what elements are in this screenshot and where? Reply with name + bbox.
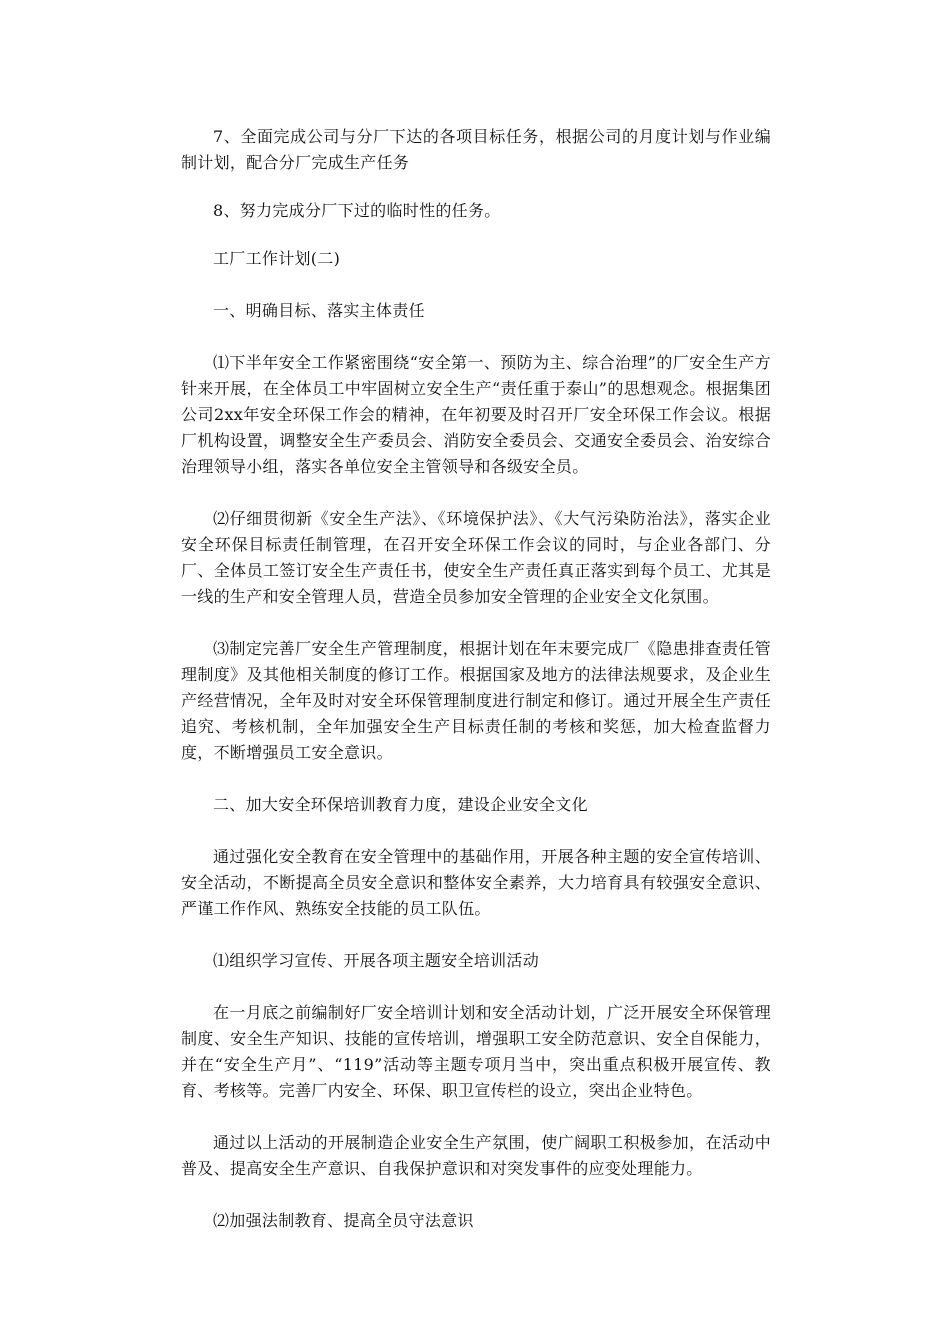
paragraph-1-3: ⑶制定完善厂安全生产管理制度，根据计划在年末要完成厂《隐患排查责任管理制度》及其他相关制度的修订工作。根据国家及地方的法律法规要求，及企业生产经营情况，全年及时对安全环保管理制度进行制定和修订。通过开展全生产责任追究、考核机制，全年加强安全生产目标责任制的考核和奖惩，加大检查监督力度，不断增强员工安全意识。 <box>181 639 771 762</box>
paragraph-2-1-effect: 通过以上活动的开展制造企业安全生产氛围，使广阔职工积极参加，在活动中普及、提高安全生产意识、自我保护意识和对突发事件的应变处理能力。 <box>181 1133 771 1178</box>
paragraph-2-intro: 通过强化安全教育在安全管理中的基础作用，开展各种主题的安全宣传培训、安全活动，不断提高全员安全意识和整体安全素养，大力培育具有较强安全意识、严谨工作作风、熟练安全技能的员工队伍。 <box>181 847 771 918</box>
section-title: 工厂工作计划(二) <box>213 249 341 268</box>
subheading-2-2: ⑵加强法制教育、提高全员守法意识 <box>213 1211 474 1230</box>
document-body <box>181 124 771 1234</box>
paragraph-item-8: 8、努力完成分厂下过的临时性的任务。 <box>213 201 501 220</box>
paragraph-2-1: 在一月底之前编制好厂安全培训计划和安全活动计划，广泛开展安全环保管理制度、安全生产知识、技能的宣传培训，增强职工安全防范意识、安全自保能力，并在“安全生产月”、“119”活动等主题专项月当中，突出重点积极开展宣传、教育、考核等。完善厂内安全、环保、职卫宣传栏的设立，突出企业特色。 <box>181 1003 771 1100</box>
subheading-2-1: ⑴组织学习宣传、开展各项主题安全培训活动 <box>213 951 540 970</box>
heading-2: 二、加大安全环保培训教育力度，建设企业安全文化 <box>213 795 588 814</box>
paragraph-1-1: ⑴下半年安全工作紧密围绕“安全第一、预防为主、综合治理”的厂安全生产方针来开展，在全体员工中牢固树立安全生产“责任重于泰山”的思想观念。根据集团公司2xx年安全环保工作会的精神，在年初要及时召开厂安全环保工作会议。根据厂机构设置，调整安全生产委员会、消防安全委员会、交通安全委员会、治安综合治理领导小组，落实各单位安全主管领导和各级安全员。 <box>181 353 771 476</box>
heading-1: 一、明确目标、落实主体责任 <box>213 301 425 320</box>
paragraph-item-7: 7、全面完成公司与分厂下达的各项目标任务，根据公司的月度计划与作业编制计划，配合分厂完成生产任务 <box>181 127 771 172</box>
paragraph-1-2: ⑵仔细贯彻新《安全生产法》、《环境保护法》、《大气污染防治法》，落实企业安全环保目标责任制管理，在召开安全环保工作会议的同时，与企业各部门、分厂、全体员工签订安全生产责任书，使安全生产责任真正落实到每个员工、尤其是一线的生产和安全管理人员，营造全员参加安全管理的企业安全文化氛围。 <box>181 509 771 606</box>
